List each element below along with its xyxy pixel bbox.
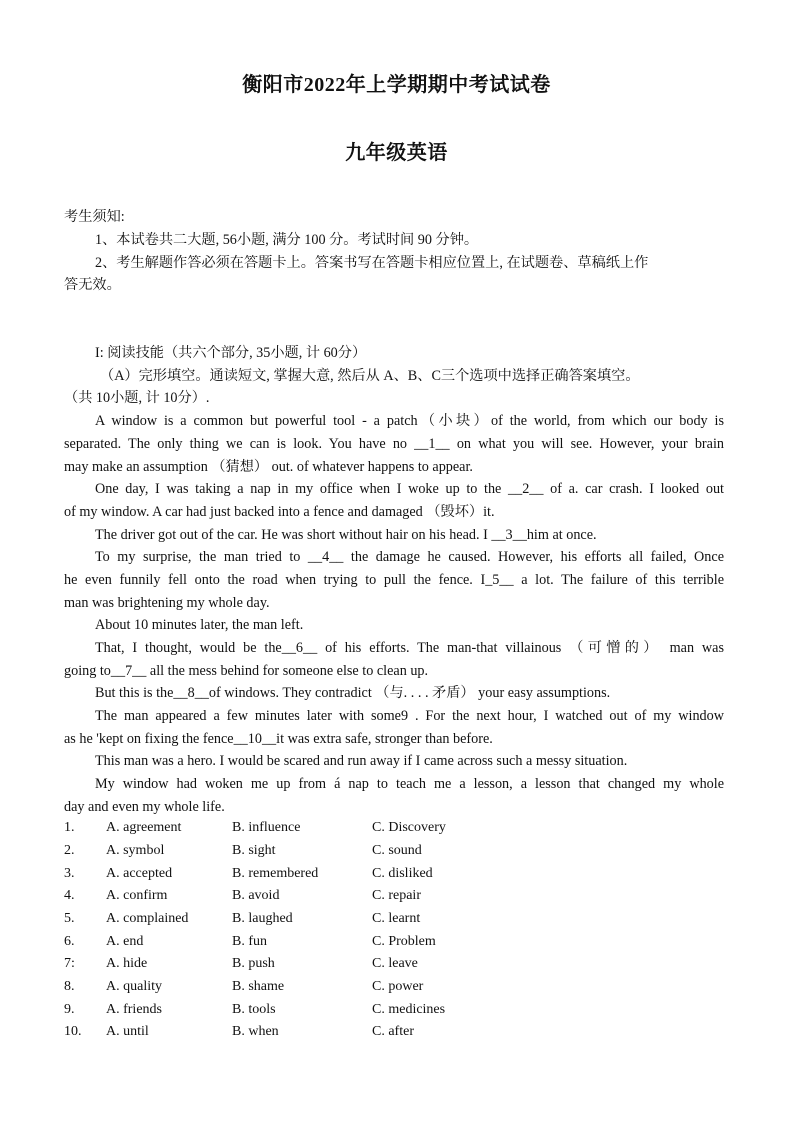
- part-a-instruction: （A）完形填空。通读短文, 掌握大意, 然后从 A、B、C三个选项中选择正确答案填空。: [100, 368, 640, 384]
- option-c: C. repair: [372, 888, 421, 903]
- option-a: A. complained: [106, 911, 189, 926]
- passage-line: That, I thought, would be the__6__ of his efforts. The man-that villainous （可憎的） man was: [95, 640, 724, 656]
- question-number: 5.: [64, 911, 75, 926]
- option-b: B. remembered: [232, 866, 319, 881]
- option-c: C. after: [372, 1024, 414, 1039]
- exam-title: 衡阳市2022年上学期期中考试试卷: [242, 74, 551, 96]
- passage-line: may make an assumption （猜想） out. of whatever happens to appear.: [64, 459, 473, 475]
- passage-line: To my surprise, the man tried to __4__ the damage he caused. However, his efforts all failed, Once: [95, 549, 724, 565]
- option-a: A. end: [106, 934, 144, 949]
- question-number: 1.: [64, 820, 75, 835]
- option-a: A. until: [106, 1024, 149, 1039]
- option-b: B. tools: [232, 1002, 276, 1017]
- passage-line: as he 'kept on fixing the fence__10__it was extra safe, stronger than before.: [64, 731, 493, 747]
- passage-line: But this is the__8__of windows. They contradict （与. . . . 矛盾） your easy assumptions.: [95, 685, 611, 701]
- option-a: A. accepted: [106, 866, 173, 881]
- option-a: A. quality: [106, 979, 162, 994]
- part-a-instruction-cont: （共 10小题, 计 10分）.: [64, 390, 210, 406]
- option-b: B. laughed: [232, 911, 293, 926]
- option-a: A. agreement: [106, 820, 182, 835]
- passage-line: he even funnily fell onto the road when trying to pull the fence. I_5__ a lot. The failure of this terrible: [64, 572, 724, 588]
- option-b: B. influence: [232, 820, 301, 835]
- passage-line: separated. The only thing we can is look. You have no __1__ on what you will see. However, your brain: [64, 436, 724, 452]
- option-b: B. when: [232, 1024, 279, 1039]
- option-b: B. avoid: [232, 888, 280, 903]
- option-b: B. fun: [232, 934, 267, 949]
- notice-item-2-cont: 答无效。: [64, 277, 121, 293]
- passage-line: A window is a common but powerful tool - a patch（小块）of the world, from which our body is: [95, 413, 724, 429]
- notice-item-1: 1、本试卷共二大题, 56小题, 满分 100 分。考试时间 90 分钟。: [95, 232, 479, 248]
- question-number: 10.: [64, 1024, 82, 1039]
- passage-line: About 10 minutes later, the man left.: [95, 617, 304, 633]
- question-number: 7:: [64, 956, 75, 971]
- exam-subtitle: 九年级英语: [345, 142, 448, 164]
- option-c: C. learnt: [372, 911, 421, 926]
- passage-line: man was brightening my whole day.: [64, 595, 270, 611]
- option-a: A. confirm: [106, 888, 168, 903]
- option-a: A. hide: [106, 956, 148, 971]
- option-b: B. shame: [232, 979, 285, 994]
- passage-line: This man was a hero. I would be scared and run away if I came across such a messy situation.: [95, 753, 628, 769]
- passage-line: My window had woken me up from á nap to teach me a lesson, a lesson that changed my whole: [95, 776, 724, 792]
- option-b: B. push: [232, 956, 275, 971]
- section-heading: I: 阅读技能（共六个部分, 35小题, 计 60分）: [95, 345, 367, 361]
- option-c: C. power: [372, 979, 424, 994]
- passage-line: of my window. A car had just backed into a fence and damaged （毁坏）it.: [64, 504, 495, 520]
- option-c: C. Discovery: [372, 820, 446, 835]
- question-number: 8.: [64, 979, 75, 994]
- option-c: C. sound: [372, 843, 422, 858]
- passage-line: going to__7__ all the mess behind for someone else to clean up.: [64, 663, 429, 679]
- notice-item-2: 2、考生解题作答必须在答题卡上。答案书写在答题卡相应位置上, 在试题卷、草稿纸上作: [95, 255, 649, 271]
- notice-heading: 考生须知:: [64, 209, 125, 225]
- option-c: C. Problem: [372, 934, 436, 949]
- option-c: C. medicines: [372, 1002, 446, 1017]
- question-number: 4.: [64, 888, 75, 903]
- question-number: 6.: [64, 934, 75, 949]
- passage-line: One day, I was taking a nap in my office when I woke up to the __2__ of a. car crash. I looked out: [95, 481, 724, 497]
- option-c: C. leave: [372, 956, 418, 971]
- question-number: 2.: [64, 843, 75, 858]
- passage-line: The driver got out of the car. He was short without hair on his head. I __3__him at once.: [95, 527, 597, 543]
- option-a: A. symbol: [106, 843, 165, 858]
- passage-line: day and even my whole life.: [64, 799, 225, 815]
- question-number: 3.: [64, 866, 75, 881]
- question-number: 9.: [64, 1002, 75, 1017]
- option-a: A. friends: [106, 1002, 162, 1017]
- option-c: C. disliked: [372, 866, 433, 881]
- option-b: B. sight: [232, 843, 276, 858]
- passage-line: The man appeared a few minutes later with some9 . For the next hour, I watched out of my window: [95, 708, 724, 724]
